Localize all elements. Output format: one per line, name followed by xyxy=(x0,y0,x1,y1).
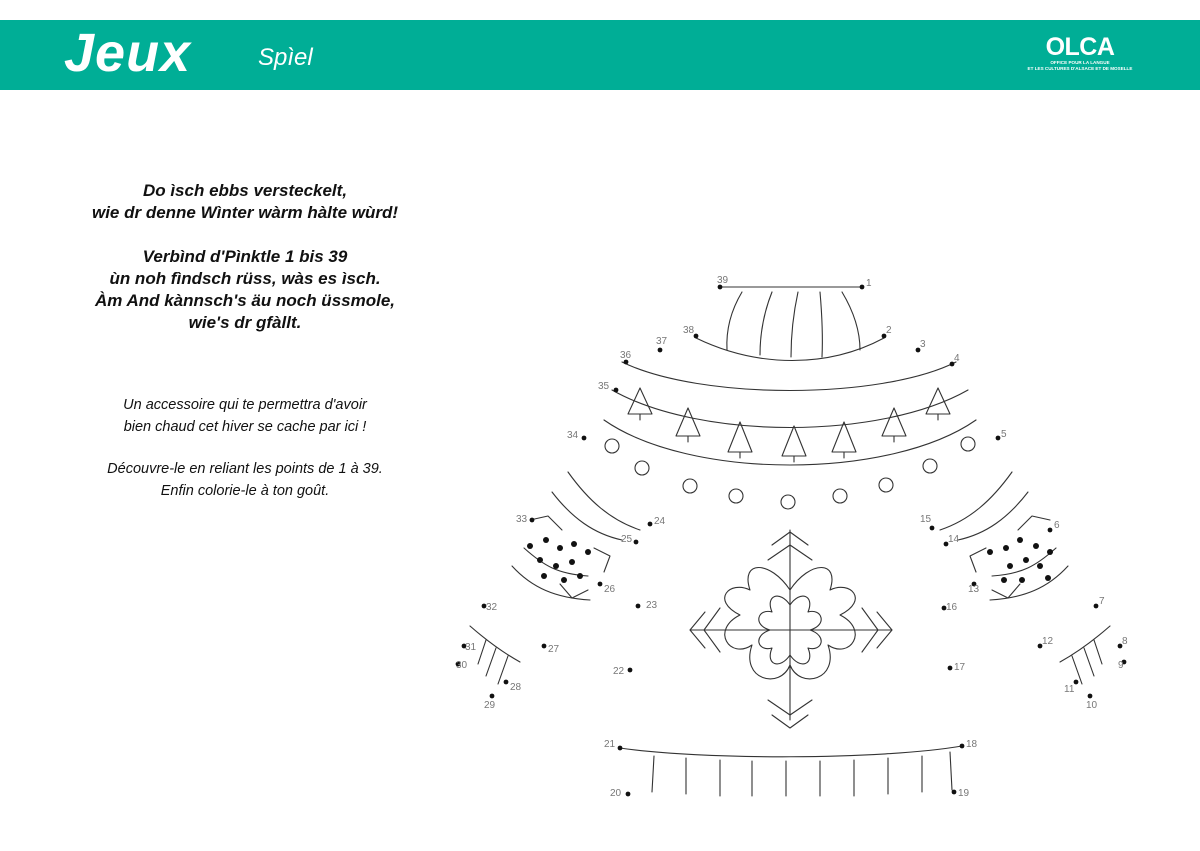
ornament-circle xyxy=(635,461,649,475)
pattern-dot xyxy=(987,549,993,555)
pattern-dot xyxy=(537,557,543,563)
dot-1 xyxy=(860,285,865,290)
cuff-line xyxy=(1060,626,1110,662)
dot-label-27: 27 xyxy=(548,644,560,655)
collar-rib xyxy=(791,292,798,357)
pattern-dot xyxy=(1017,537,1023,543)
pattern-dot xyxy=(561,577,567,583)
dot-label-10: 10 xyxy=(1086,700,1098,711)
alsatian-line-6: wie's dr gfàllt. xyxy=(188,313,302,332)
collar-bottom-curve xyxy=(696,338,884,361)
dot-27 xyxy=(542,644,547,649)
dot-label-36: 36 xyxy=(620,350,632,361)
shoulder-line xyxy=(622,362,956,391)
pattern-dot xyxy=(527,543,533,549)
tree-shape xyxy=(782,426,806,462)
dot-label-17: 17 xyxy=(954,662,966,673)
tree-band-top xyxy=(612,390,968,428)
pattern-dot xyxy=(1037,563,1043,569)
dot-label-18: 18 xyxy=(966,739,978,750)
ornament-circle xyxy=(781,495,795,509)
dot-label-28: 28 xyxy=(510,682,522,693)
alsatian-instructions xyxy=(40,180,450,356)
dot-label-34: 34 xyxy=(567,430,579,441)
dot-label-30: 30 xyxy=(456,660,468,671)
dot-17 xyxy=(948,666,953,671)
dot-20 xyxy=(626,792,631,797)
dot-7 xyxy=(1094,604,1099,609)
dot-label-14: 14 xyxy=(948,534,960,545)
tree-shape xyxy=(882,408,906,442)
dot-label-7: 7 xyxy=(1099,596,1105,607)
pattern-dot xyxy=(571,541,577,547)
dot-label-22: 22 xyxy=(613,666,625,677)
tree-shape xyxy=(628,388,652,420)
pattern-dot xyxy=(1003,545,1009,551)
dot-label-29: 29 xyxy=(484,700,496,711)
sleeve-stripe xyxy=(940,472,1012,530)
dot-26 xyxy=(598,582,603,587)
collar-rib xyxy=(820,292,822,357)
dot-label-1: 1 xyxy=(866,278,872,289)
central-snowflake xyxy=(690,530,892,728)
logo-tagline-2: ET LES CULTURES D'ALSACE ET DE MOSELLE xyxy=(1027,66,1133,71)
dot-29 xyxy=(490,694,495,699)
ornament-circle xyxy=(729,489,743,503)
pattern-dot xyxy=(1001,577,1007,583)
alsatian-line-5: Àm And kànnsch's äu noch üssmole, xyxy=(94,291,396,310)
french-line-1: Un accessoire qui te permettra d'avoir xyxy=(123,397,367,413)
dot-label-24: 24 xyxy=(654,516,666,527)
dot-label-15: 15 xyxy=(920,514,932,525)
dot-19 xyxy=(952,790,957,795)
dot-label-11: 11 xyxy=(1064,684,1075,695)
cuff-line xyxy=(470,626,520,662)
dot-label-21: 21 xyxy=(604,739,616,750)
dot-25 xyxy=(634,540,639,545)
pattern-dot xyxy=(1023,557,1029,563)
olca-logo xyxy=(1022,34,1138,72)
dot-label-2: 2 xyxy=(886,325,892,336)
tree-shape xyxy=(676,408,700,442)
ornament-circle xyxy=(961,437,975,451)
tree-shape xyxy=(728,422,752,458)
hem-ribs xyxy=(652,752,952,796)
dot-38 xyxy=(694,334,699,339)
circle-row xyxy=(605,437,975,509)
dot-label-5: 5 xyxy=(1001,429,1007,440)
pattern-dot xyxy=(541,573,547,579)
dot-37 xyxy=(658,348,663,353)
dot-label-6: 6 xyxy=(1054,520,1060,531)
dot-label-37: 37 xyxy=(656,336,668,347)
pattern-dot xyxy=(557,545,563,551)
dot-label-23: 23 xyxy=(646,600,658,611)
pattern-dot xyxy=(1045,575,1051,581)
sleeve-stripe xyxy=(568,472,640,530)
dot-label-31: 31 xyxy=(465,642,477,653)
sweater-collar xyxy=(696,287,884,361)
pattern-dot xyxy=(553,563,559,569)
dot-label-19: 19 xyxy=(958,788,970,799)
french-instructions xyxy=(40,394,450,522)
pattern-dot xyxy=(577,573,583,579)
dot-label-13: 13 xyxy=(968,584,980,595)
dot-to-dot-sweater xyxy=(440,260,1160,840)
dot-22 xyxy=(628,668,633,673)
pattern-dot xyxy=(585,549,591,555)
tree-shape xyxy=(832,422,856,458)
dot-label-38: 38 xyxy=(683,325,695,336)
french-line-4: Enfin colorie-le à ton goût. xyxy=(160,483,330,499)
collar-right-edge xyxy=(842,292,860,350)
dot-label-25: 25 xyxy=(621,534,633,545)
dot-label-33: 33 xyxy=(516,514,528,525)
collar-rib xyxy=(760,292,772,355)
alsatian-line-1: Do ìsch ebbs versteckelt, xyxy=(142,181,348,200)
cuff-rib xyxy=(478,640,508,684)
dot-5 xyxy=(996,436,1001,441)
dot-label-9: 9 xyxy=(1118,660,1124,671)
ornament-circle xyxy=(879,478,893,492)
dot-34 xyxy=(582,436,587,441)
dot-label-20: 20 xyxy=(610,788,622,799)
dot-18 xyxy=(960,744,965,749)
alsatian-line-2: wie dr denne Wìnter wàrm hàlte wùrd! xyxy=(91,203,399,222)
collar-left-edge xyxy=(727,292,742,350)
ornament-circle xyxy=(683,479,697,493)
dot-10 xyxy=(1088,694,1093,699)
ornament-circle xyxy=(923,459,937,473)
french-line-3: Découvre-le en reliant les points de 1 à 39. xyxy=(107,461,383,477)
dot-33 xyxy=(530,518,535,523)
alsatian-line-3: Verbìnd d'Pìnktle 1 bis 39 xyxy=(142,247,348,266)
dot-15 xyxy=(930,526,935,531)
sleeve-snowflake-tips xyxy=(970,516,1050,598)
pattern-dot xyxy=(1047,549,1053,555)
sweater-hem xyxy=(620,746,962,796)
page-subtitle: Spìel xyxy=(258,44,313,71)
dot-35 xyxy=(614,388,619,393)
dot-label-35: 35 xyxy=(598,381,610,392)
dot-label-3: 3 xyxy=(920,339,926,350)
logo-tagline-1: OFFICE POUR LA LANGUE xyxy=(1050,60,1110,65)
dot-label-12: 12 xyxy=(1042,636,1054,647)
hem-top-curve xyxy=(620,746,962,757)
dot-23 xyxy=(636,604,641,609)
sleeve-stripe xyxy=(524,548,588,576)
dot-label-4: 4 xyxy=(954,353,960,364)
ornament-circle xyxy=(605,439,619,453)
dot-label-26: 26 xyxy=(604,584,616,595)
pattern-dot xyxy=(1007,563,1013,569)
tree-band-bottom xyxy=(604,420,976,465)
pattern-dot xyxy=(1019,577,1025,583)
dot-label-39: 39 xyxy=(717,275,729,286)
pattern-dot xyxy=(543,537,549,543)
pattern-dot xyxy=(569,559,575,565)
dot-label-16: 16 xyxy=(946,602,958,613)
dot-label-32: 32 xyxy=(486,602,498,613)
french-line-2: bien chaud cet hiver se cache par ici ! xyxy=(123,419,367,435)
logo-word: OLCA xyxy=(1045,33,1115,61)
dot-6 xyxy=(1048,528,1053,533)
page-title: Jeux xyxy=(64,23,192,83)
dot-label-8: 8 xyxy=(1122,636,1128,647)
sleeve-snowflake-tips xyxy=(530,516,610,598)
header-banner xyxy=(0,20,1200,90)
alsatian-line-4: ùn noh fìndsch rüss, wàs es ìsch. xyxy=(109,269,381,288)
dot-21 xyxy=(618,746,623,751)
dot-24 xyxy=(648,522,653,527)
pattern-dot xyxy=(1033,543,1039,549)
dot-28 xyxy=(504,680,509,685)
right-sleeve xyxy=(940,472,1110,684)
cuff-rib xyxy=(1072,640,1102,684)
ornament-circle xyxy=(833,489,847,503)
